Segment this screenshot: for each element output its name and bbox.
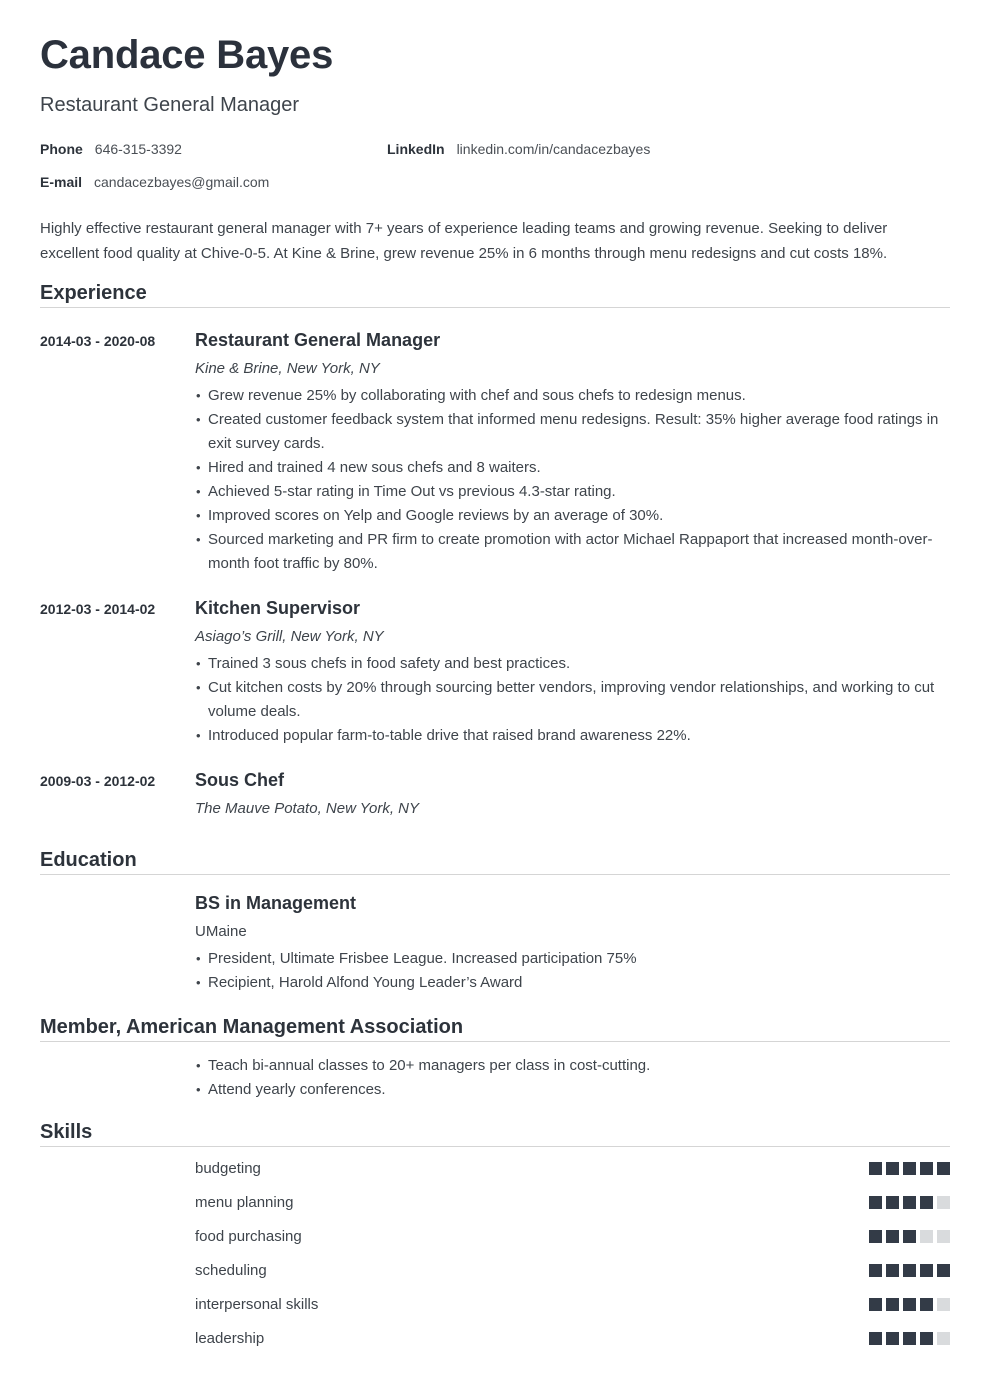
skill-square-filled [886, 1332, 899, 1345]
skill-square-filled [869, 1264, 882, 1277]
skill-row [195, 1161, 950, 1175]
person-job-title: Restaurant General Manager [40, 94, 300, 116]
education-date-spacer [40, 894, 195, 995]
bullet-item: • Attend yearly conferences. [195, 1078, 950, 1102]
education-section [40, 850, 950, 995]
skill-square-filled [920, 1298, 933, 1311]
bullet-item: • Improved scores on Yelp and Google reviews by an average of 30%. [195, 504, 950, 528]
job-dates: 2009-03 - 2012-02 [40, 773, 156, 789]
skill-square-filled [886, 1264, 899, 1277]
bullet-item: • Hired and trained 4 new sous chefs and 8 waiters. [195, 456, 950, 480]
skill-square-filled [869, 1298, 882, 1311]
email-value: candacezbayes@gmail.com [94, 174, 270, 190]
job-title: Kitchen Supervisor [195, 598, 361, 618]
contact-info [40, 142, 950, 190]
bullet-item: • Teach bi-annual classes to 20+ managers per class in cost-cutting. [195, 1054, 950, 1078]
skill-square-empty [937, 1196, 950, 1209]
skill-name: food purchasing [195, 1227, 302, 1245]
skill-level-indicator [865, 1332, 950, 1345]
professional-summary: Highly effective restaurant general manager with 7+ years of experience leading teams and growing revenue. Seeking to deliver excellent food quality at Chive-0-5. At Kine & Brine, grew revenue 25% in 6 months through menu redesigns and cut costs 18%. [40, 220, 888, 262]
email-label: E-mail [40, 174, 83, 190]
education-entry [40, 894, 950, 995]
skill-square-filled [903, 1196, 916, 1209]
skill-row [195, 1331, 950, 1345]
experience-entry [40, 599, 950, 748]
resume-header [40, 33, 950, 266]
skill-square-filled [886, 1162, 899, 1175]
skills-list [40, 1161, 950, 1345]
skill-level-indicator [865, 1162, 950, 1175]
skill-square-filled [886, 1298, 899, 1311]
education-heading: Education [40, 850, 950, 875]
job-company: Kine & Brine, New York, NY [195, 360, 380, 377]
job-body [195, 331, 950, 576]
skill-square-empty [920, 1230, 933, 1243]
skill-square-filled [869, 1332, 882, 1345]
skill-level-indicator [865, 1264, 950, 1277]
skill-row [195, 1297, 950, 1311]
skill-square-filled [937, 1264, 950, 1277]
job-company: The Mauve Potato, New York, NY [195, 800, 419, 817]
skill-square-empty [937, 1332, 950, 1345]
experience-heading: Experience [40, 283, 950, 308]
skill-square-filled [869, 1196, 882, 1209]
bullet-item: • Grew revenue 25% by collaborating with chef and sous chefs to redesign menus. [195, 384, 950, 408]
skill-name: scheduling [195, 1261, 267, 1279]
skill-square-filled [903, 1162, 916, 1175]
bullet-item: • Cut kitchen costs by 20% through sourcing better vendors, improving vendor relationships, and working to cut volume deals. [195, 676, 950, 724]
skill-square-filled [886, 1230, 899, 1243]
bullet-item: • President, Ultimate Frisbee League. Increased participation 75% [195, 947, 950, 971]
skill-square-filled [920, 1196, 933, 1209]
bullet-item: • Recipient, Harold Alfond Young Leader’s Award [195, 971, 950, 995]
skill-level-indicator [865, 1298, 950, 1311]
membership-heading: Member, American Management Association [40, 1017, 950, 1042]
education-body [195, 894, 950, 995]
skill-level-indicator [865, 1196, 950, 1209]
skill-square-filled [903, 1230, 916, 1243]
bullet-item: • Created customer feedback system that informed menu redesigns. Result: 35% higher average food ratings in exit survey cards. [195, 408, 950, 456]
bullet-item: • Trained 3 sous chefs in food safety and best practices. [195, 652, 950, 676]
skill-square-filled [937, 1162, 950, 1175]
bullet-item: • Sourced marketing and PR firm to create promotion with actor Michael Rappaport that increased month-over-month foot traffic by 80%. [195, 528, 950, 576]
job-body [195, 599, 950, 748]
bullet-item: • Introduced popular farm-to-table drive that raised brand awareness 22%. [195, 724, 950, 748]
job-dates: 2012-03 - 2014-02 [40, 601, 156, 617]
skill-square-filled [903, 1264, 916, 1277]
experience-entry [40, 771, 950, 818]
skills-heading: Skills [40, 1122, 950, 1147]
education-bullets [195, 947, 950, 995]
school-name: UMaine [195, 923, 247, 940]
contact-linkedin [387, 142, 950, 157]
skill-square-empty [937, 1230, 950, 1243]
skill-name: interpersonal skills [195, 1295, 319, 1313]
degree-title: BS in Management [195, 893, 357, 913]
job-bullets [195, 652, 950, 748]
skill-row [195, 1263, 950, 1277]
membership-section [40, 1017, 950, 1102]
contact-phone [40, 142, 387, 157]
skill-square-filled [920, 1264, 933, 1277]
skills-section [40, 1122, 950, 1345]
skill-name: leadership [195, 1329, 265, 1347]
skill-square-filled [869, 1162, 882, 1175]
skill-row [195, 1195, 950, 1209]
job-title: Sous Chef [195, 770, 285, 790]
skill-name: budgeting [195, 1159, 261, 1177]
experience-section [40, 283, 950, 818]
linkedin-value: linkedin.com/in/candacezbayes [456, 141, 651, 157]
skill-square-filled [903, 1332, 916, 1345]
job-dates: 2014-03 - 2020-08 [40, 333, 156, 349]
job-company: Asiago’s Grill, New York, NY [195, 628, 384, 645]
skill-level-indicator [865, 1230, 950, 1243]
skill-square-filled [903, 1298, 916, 1311]
skill-square-filled [869, 1230, 882, 1243]
linkedin-label: LinkedIn [387, 141, 445, 157]
contact-email [40, 175, 387, 190]
skill-square-filled [886, 1196, 899, 1209]
phone-value: 646-315-3392 [94, 141, 182, 157]
skill-row [195, 1229, 950, 1243]
bullet-item: • Achieved 5-star rating in Time Out vs previous 4.3-star rating. [195, 480, 950, 504]
experience-entry [40, 331, 950, 576]
skill-name: menu planning [195, 1193, 294, 1211]
skill-square-filled [920, 1162, 933, 1175]
experience-entries [40, 331, 950, 818]
phone-label: Phone [40, 141, 83, 157]
job-body [195, 771, 950, 818]
person-name: Candace Bayes [40, 33, 334, 77]
skill-square-empty [937, 1298, 950, 1311]
job-bullets [195, 384, 950, 576]
membership-bullets [195, 1054, 950, 1102]
job-title: Restaurant General Manager [195, 330, 441, 350]
skill-square-filled [920, 1332, 933, 1345]
